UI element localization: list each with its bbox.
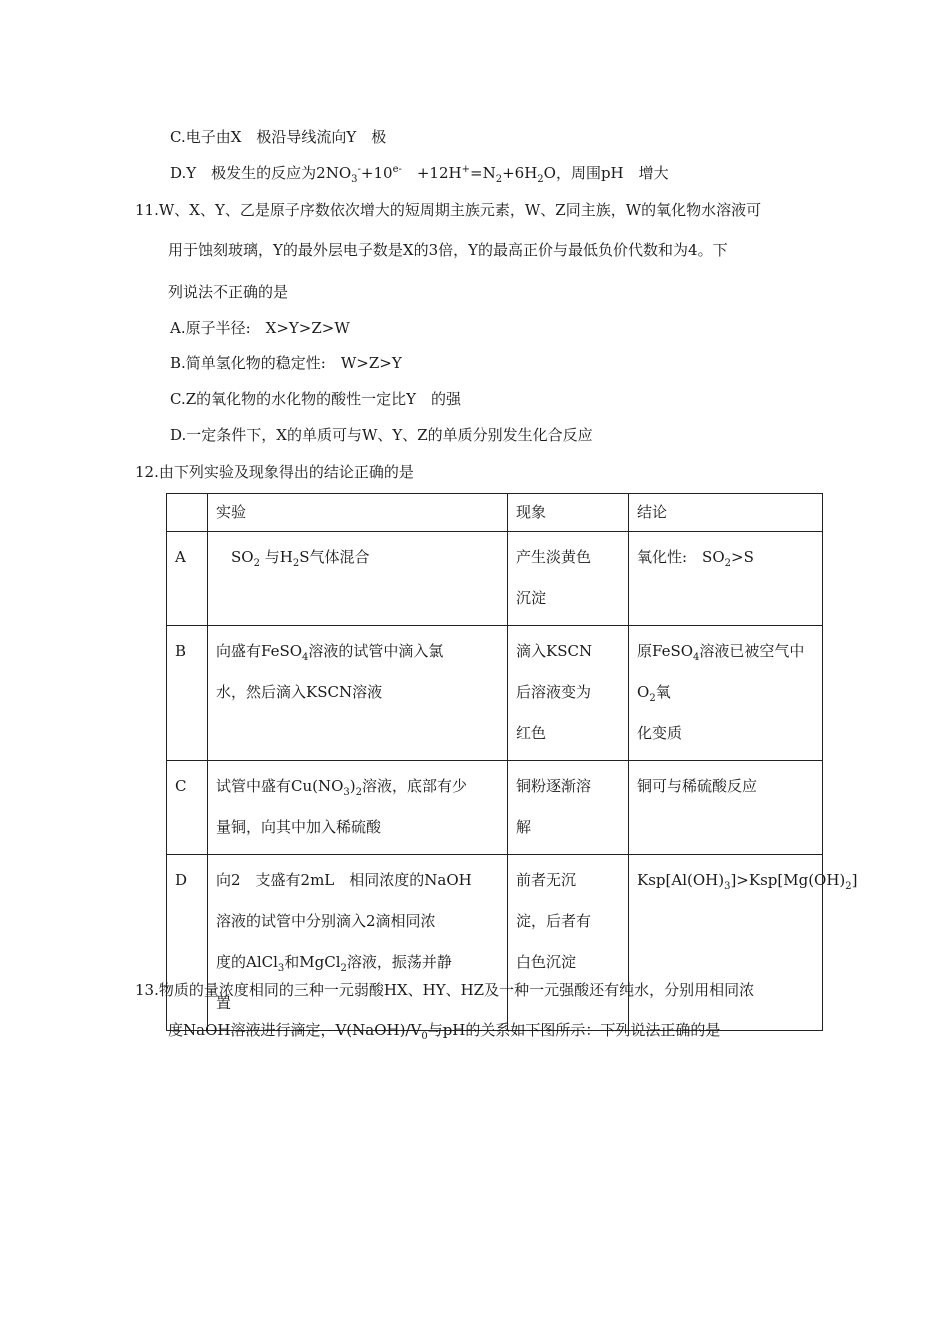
q10-option-c: C.电子由X 极沿导线流向Y 极 bbox=[170, 128, 387, 146]
phenomenon-cell: 铜粉逐渐溶 解 bbox=[508, 761, 629, 855]
q11-option-d: D.一定条件下，X的单质可与W、Y、Z的单质分别发生化合反应 bbox=[170, 426, 593, 444]
conclusion-cell: 铜可与稀硫酸反应 bbox=[629, 761, 823, 855]
conclusion-cell: 氧化性: $SO_2>S$ bbox=[629, 532, 823, 626]
header-conclusion: 结论 bbox=[629, 494, 823, 532]
q11-stem-line3: 列说法不正确的是 bbox=[168, 283, 289, 301]
q11-stem-line2: 用于蚀刻玻璃，Y的最外层电子数是X的3倍，Y的最高正价与最低负价代数和为4。下 bbox=[168, 241, 728, 259]
q12-stem: 12.由下列实验及现象得出的结论正确的是 bbox=[135, 463, 414, 481]
experiment-cell: 试管中盛有$Cu(NO_3)_2$溶液，底部有少 量铜，向其中加入稀硫酸 bbox=[208, 761, 508, 855]
experiment-cell: $SO_2$ 与$H_2S$气体混合 bbox=[208, 532, 508, 626]
q11-option-b: B.简单氢化物的稳定性: W>Z>Y bbox=[170, 354, 402, 372]
row-label: D bbox=[167, 855, 208, 1031]
table-row-d bbox=[167, 855, 823, 1031]
table-row-c bbox=[167, 761, 823, 855]
q11-stem-line1: 11.W、X、Y、乙是原子序数依次增大的短周期主族元素，W、Z同主族，W的氧化物水溶液可 bbox=[135, 201, 762, 219]
row-label: B bbox=[167, 626, 208, 761]
table-header-row bbox=[167, 494, 823, 532]
header-phenomenon: 现象 bbox=[508, 494, 629, 532]
q13-stem-line1: 13.物质的量浓度相同的三种一元弱酸HX、HY、HZ及一种一元强酸还有纯水，分别用相同浓 bbox=[135, 981, 755, 999]
q10-option-d: D.Y 极发生的反应为$2NO_3^-+10^{e-}$ $+12H^+=N_2+6H_2O$，周围pH 增大 bbox=[170, 164, 669, 185]
conclusion-cell: $Ksp[Al(OH)_3]>Ksp[Mg(OH)_2]$ bbox=[629, 855, 823, 1031]
phenomenon-cell: 滴入KSCN 后溶液变为 红色 bbox=[508, 626, 629, 761]
q11-option-c: C.Z的氧化物的水化物的酸性一定比Y 的强 bbox=[170, 390, 462, 408]
phenomenon-cell: 前者无沉 淀，后者有 白色沉淀 bbox=[508, 855, 629, 1031]
q11-option-a: A.原子半径: X>Y>Z>W bbox=[170, 319, 350, 337]
table-row-b bbox=[167, 626, 823, 761]
table-row-a bbox=[167, 532, 823, 626]
experiment-cell: 向2 支盛有2mL 相同浓度的NaOH 溶液的试管中分别滴入2滴相同浓 度的AlCl$_3$和MgCl$_2$溶液，振荡并静 置 bbox=[208, 855, 508, 1031]
header-experiment: 实验 bbox=[208, 494, 508, 532]
conclusion-cell: 原FeSO$_4$溶液已被空气中$O_2$氧 化变质 bbox=[629, 626, 823, 761]
header-label-cell bbox=[167, 494, 208, 532]
row-label: C bbox=[167, 761, 208, 855]
q13-stem-line2: 度NaOH溶液进行滴定，$V(NaOH)/V_0$与pH的关系如下图所示：下列说法正确的是 bbox=[168, 1021, 721, 1042]
experiment-cell: 向盛有FeSO$_4$溶液的试管中滴入氯 水，然后滴入KSCN溶液 bbox=[208, 626, 508, 761]
experiment-table bbox=[166, 493, 858, 1031]
phenomenon-cell: 产生淡黄色 沉淀 bbox=[508, 532, 629, 626]
row-label: A bbox=[167, 532, 208, 626]
